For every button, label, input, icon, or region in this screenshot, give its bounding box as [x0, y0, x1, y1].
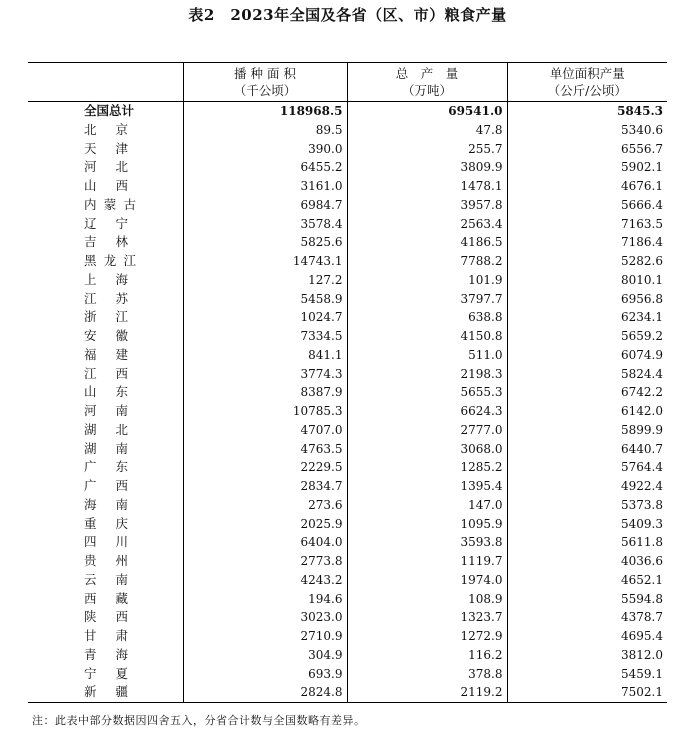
yield-value: 4652.1	[507, 571, 667, 590]
header-total-output-line1: 总 产 量	[395, 66, 459, 81]
region-name: 四川	[84, 534, 128, 550]
region-name: 河北	[84, 159, 128, 175]
region-cell	[28, 402, 183, 421]
header-region	[28, 63, 183, 102]
region-name: 海南	[84, 496, 128, 512]
yield-value: 5282.6	[507, 252, 667, 271]
total-output-value: 1395.4	[347, 477, 507, 496]
table-row	[28, 665, 667, 684]
yield-value: 8010.1	[507, 271, 667, 290]
region-cell	[28, 552, 183, 571]
sown-area-value: 118968.5	[183, 102, 347, 121]
total-output-value: 1095.9	[347, 515, 507, 534]
yield-value: 5764.4	[507, 458, 667, 477]
total-output-value: 378.8	[347, 665, 507, 684]
sown-area-value: 4243.2	[183, 571, 347, 590]
region-cell	[28, 683, 183, 702]
sown-area-value: 5825.6	[183, 233, 347, 252]
yield-value: 4695.4	[507, 627, 667, 646]
total-output-value: 108.9	[347, 590, 507, 609]
table-row	[28, 252, 667, 271]
sown-area-value: 6404.0	[183, 533, 347, 552]
sown-area-value: 2824.8	[183, 683, 347, 702]
total-output-value: 2119.2	[347, 683, 507, 702]
sown-area-value: 4707.0	[183, 421, 347, 440]
sown-area-value: 5458.9	[183, 290, 347, 309]
table-row	[28, 308, 667, 327]
region-cell	[28, 383, 183, 402]
region-name: 山西	[84, 178, 128, 193]
total-output-value: 2198.3	[347, 365, 507, 384]
region-cell	[28, 421, 183, 440]
total-output-value: 1323.7	[347, 608, 507, 627]
table-row	[28, 571, 667, 590]
region-name: 陕西	[84, 609, 128, 625]
table-row	[28, 627, 667, 646]
region-name: 贵州	[84, 553, 128, 568]
header-sown-area	[183, 63, 347, 102]
sown-area-value: 3774.3	[183, 365, 347, 384]
total-output-value: 1478.1	[347, 177, 507, 196]
sown-area-value: 390.0	[183, 140, 347, 159]
table-row	[28, 533, 667, 552]
sown-area-value: 89.5	[183, 121, 347, 140]
table-row	[28, 683, 667, 702]
total-output-value: 101.9	[347, 271, 507, 290]
total-output-value: 7788.2	[347, 252, 507, 271]
header-sown-area-unit: （千公顷）	[233, 83, 297, 98]
region-cell	[28, 177, 183, 196]
sown-area-value: 3023.0	[183, 608, 347, 627]
region-name: 吉林	[84, 234, 128, 250]
region-cell	[28, 477, 183, 496]
yield-value: 4676.1	[507, 177, 667, 196]
total-output-value: 3957.8	[347, 196, 507, 215]
yield-value: 6234.1	[507, 308, 667, 327]
table-row	[28, 346, 667, 365]
yield-value: 4378.7	[507, 608, 667, 627]
yield-value: 5594.8	[507, 590, 667, 609]
grain-output-table	[28, 62, 667, 703]
yield-value: 5659.2	[507, 327, 667, 346]
sown-area-value: 7334.5	[183, 327, 347, 346]
region-name: 广西	[84, 478, 128, 493]
sown-area-value: 2773.8	[183, 552, 347, 571]
header-yield-unit: （公斤/公顷）	[547, 83, 627, 98]
table-row	[28, 233, 667, 252]
table-row	[28, 290, 667, 309]
table-row	[28, 215, 667, 234]
region-name: 江西	[84, 365, 128, 381]
total-output-value: 6624.3	[347, 402, 507, 421]
yield-value: 5340.6	[507, 121, 667, 140]
region-cell	[28, 590, 183, 609]
region-name: 浙江	[84, 309, 128, 325]
total-output-value: 1974.0	[347, 571, 507, 590]
yield-value: 7163.5	[507, 215, 667, 234]
table-row	[28, 383, 667, 402]
region-name: 甘肃	[84, 628, 128, 643]
region-name: 广东	[84, 459, 128, 475]
region-name: 安徽	[84, 328, 128, 343]
yield-value: 4922.4	[507, 477, 667, 496]
table-row	[28, 458, 667, 477]
yield-value: 5845.3	[507, 102, 667, 121]
sown-area-value: 2025.9	[183, 515, 347, 534]
region-cell	[28, 271, 183, 290]
total-output-value: 1285.2	[347, 458, 507, 477]
region-cell	[28, 140, 183, 159]
table-row	[28, 140, 667, 159]
total-output-value: 2563.4	[347, 215, 507, 234]
region-name: 宁夏	[84, 665, 128, 681]
header-yield-line1: 单位面积产量	[549, 66, 625, 81]
yield-value: 5459.1	[507, 665, 667, 684]
region-cell	[28, 646, 183, 665]
region-name: 福建	[84, 346, 128, 362]
region-name: 上海	[84, 271, 128, 287]
table-title: 表2 2023年全国及各省（区、市）粮食产量	[188, 6, 507, 24]
table-row	[28, 121, 667, 140]
yield-value: 7186.4	[507, 233, 667, 252]
yield-value: 5899.9	[507, 421, 667, 440]
table-row	[28, 440, 667, 459]
total-output-value: 116.2	[347, 646, 507, 665]
table-row	[28, 552, 667, 571]
header-total-output-unit: （万吨）	[401, 83, 452, 98]
table-row	[28, 515, 667, 534]
sown-area-value: 6455.2	[183, 158, 347, 177]
table-row	[28, 158, 667, 177]
table-row	[28, 402, 667, 421]
table-row	[28, 196, 667, 215]
yield-value: 4036.6	[507, 552, 667, 571]
sown-area-value: 2710.9	[183, 627, 347, 646]
region-cell	[28, 533, 183, 552]
region-cell	[28, 440, 183, 459]
region-name: 辽宁	[84, 215, 128, 231]
sown-area-value: 194.6	[183, 590, 347, 609]
region-name: 全国总计	[84, 103, 135, 118]
region-cell	[28, 290, 183, 309]
sown-area-value: 8387.9	[183, 383, 347, 402]
sown-area-value: 3578.4	[183, 215, 347, 234]
sown-area-value: 127.2	[183, 271, 347, 290]
region-cell	[28, 121, 183, 140]
yield-value: 6074.9	[507, 346, 667, 365]
region-cell	[28, 627, 183, 646]
sown-area-value: 273.6	[183, 496, 347, 515]
region-name: 重庆	[84, 515, 128, 531]
region-cell	[28, 233, 183, 252]
total-output-value: 638.8	[347, 308, 507, 327]
region-name: 北京	[84, 121, 128, 137]
table-row	[28, 477, 667, 496]
yield-value: 5611.8	[507, 533, 667, 552]
region-name: 天津	[84, 140, 128, 156]
yield-value: 5666.4	[507, 196, 667, 215]
region-name: 云南	[84, 571, 128, 587]
total-output-value: 4150.8	[347, 327, 507, 346]
yield-value: 5902.1	[507, 158, 667, 177]
table-row	[28, 496, 667, 515]
footnote: 注：此表中部分数据因四舍五入，分省合计数与全国数略有差异。	[32, 714, 366, 727]
region-cell	[28, 158, 183, 177]
region-cell	[28, 608, 183, 627]
header-total-output	[347, 63, 507, 102]
region-name: 湖南	[84, 440, 128, 456]
sown-area-value: 10785.3	[183, 402, 347, 421]
yield-value: 3812.0	[507, 646, 667, 665]
sown-area-value: 3161.0	[183, 177, 347, 196]
yield-value: 6556.7	[507, 140, 667, 159]
table-row	[28, 327, 667, 346]
yield-value: 6440.7	[507, 440, 667, 459]
region-name: 青海	[84, 646, 128, 662]
region-cell	[28, 308, 183, 327]
sown-area-value: 14743.1	[183, 252, 347, 271]
sown-area-value: 6984.7	[183, 196, 347, 215]
total-output-value: 4186.5	[347, 233, 507, 252]
region-name: 江苏	[84, 290, 128, 306]
table-row	[28, 608, 667, 627]
yield-value: 7502.1	[507, 683, 667, 702]
region-name: 内蒙古	[84, 196, 136, 212]
yield-value: 6142.0	[507, 402, 667, 421]
yield-value: 5409.3	[507, 515, 667, 534]
region-name: 新疆	[84, 684, 128, 700]
sown-area-value: 4763.5	[183, 440, 347, 459]
total-output-value: 1119.7	[347, 552, 507, 571]
region-name: 西藏	[84, 590, 128, 606]
region-cell	[28, 365, 183, 384]
region-cell	[28, 515, 183, 534]
total-output-value: 255.7	[347, 140, 507, 159]
region-cell	[28, 252, 183, 271]
region-cell	[28, 327, 183, 346]
total-output-value: 5655.3	[347, 383, 507, 402]
table-row	[28, 421, 667, 440]
table-row	[28, 271, 667, 290]
total-output-value: 2777.0	[347, 421, 507, 440]
region-cell	[28, 196, 183, 215]
region-name: 黑龙江	[84, 253, 136, 268]
region-cell	[28, 496, 183, 515]
total-output-value: 147.0	[347, 496, 507, 515]
table-row	[28, 590, 667, 609]
header-yield	[507, 63, 667, 102]
total-output-value: 1272.9	[347, 627, 507, 646]
region-name: 山东	[84, 384, 128, 400]
region-cell	[28, 215, 183, 234]
table-row	[28, 177, 667, 196]
header-sown-area-line1: 播 种 面 积	[234, 66, 296, 81]
total-output-value: 47.8	[347, 121, 507, 140]
total-output-value: 69541.0	[347, 102, 507, 121]
sown-area-value: 2834.7	[183, 477, 347, 496]
total-output-value: 3068.0	[347, 440, 507, 459]
region-cell	[28, 458, 183, 477]
region-name: 河南	[84, 403, 128, 418]
total-output-value: 511.0	[347, 346, 507, 365]
region-cell	[28, 346, 183, 365]
total-output-value: 3797.7	[347, 290, 507, 309]
table-row	[28, 646, 667, 665]
total-row	[28, 102, 667, 121]
total-output-value: 3593.8	[347, 533, 507, 552]
table-header-row	[28, 63, 667, 102]
sown-area-value: 1024.7	[183, 308, 347, 327]
yield-value: 6956.8	[507, 290, 667, 309]
sown-area-value: 2229.5	[183, 458, 347, 477]
yield-value: 5373.8	[507, 496, 667, 515]
region-cell	[28, 571, 183, 590]
sown-area-value: 693.9	[183, 665, 347, 684]
region-name: 湖北	[84, 421, 128, 437]
region-cell	[28, 665, 183, 684]
yield-value: 5824.4	[507, 365, 667, 384]
yield-value: 6742.2	[507, 383, 667, 402]
sown-area-value: 304.9	[183, 646, 347, 665]
table-row	[28, 365, 667, 384]
sown-area-value: 841.1	[183, 346, 347, 365]
total-output-value: 3809.9	[347, 158, 507, 177]
